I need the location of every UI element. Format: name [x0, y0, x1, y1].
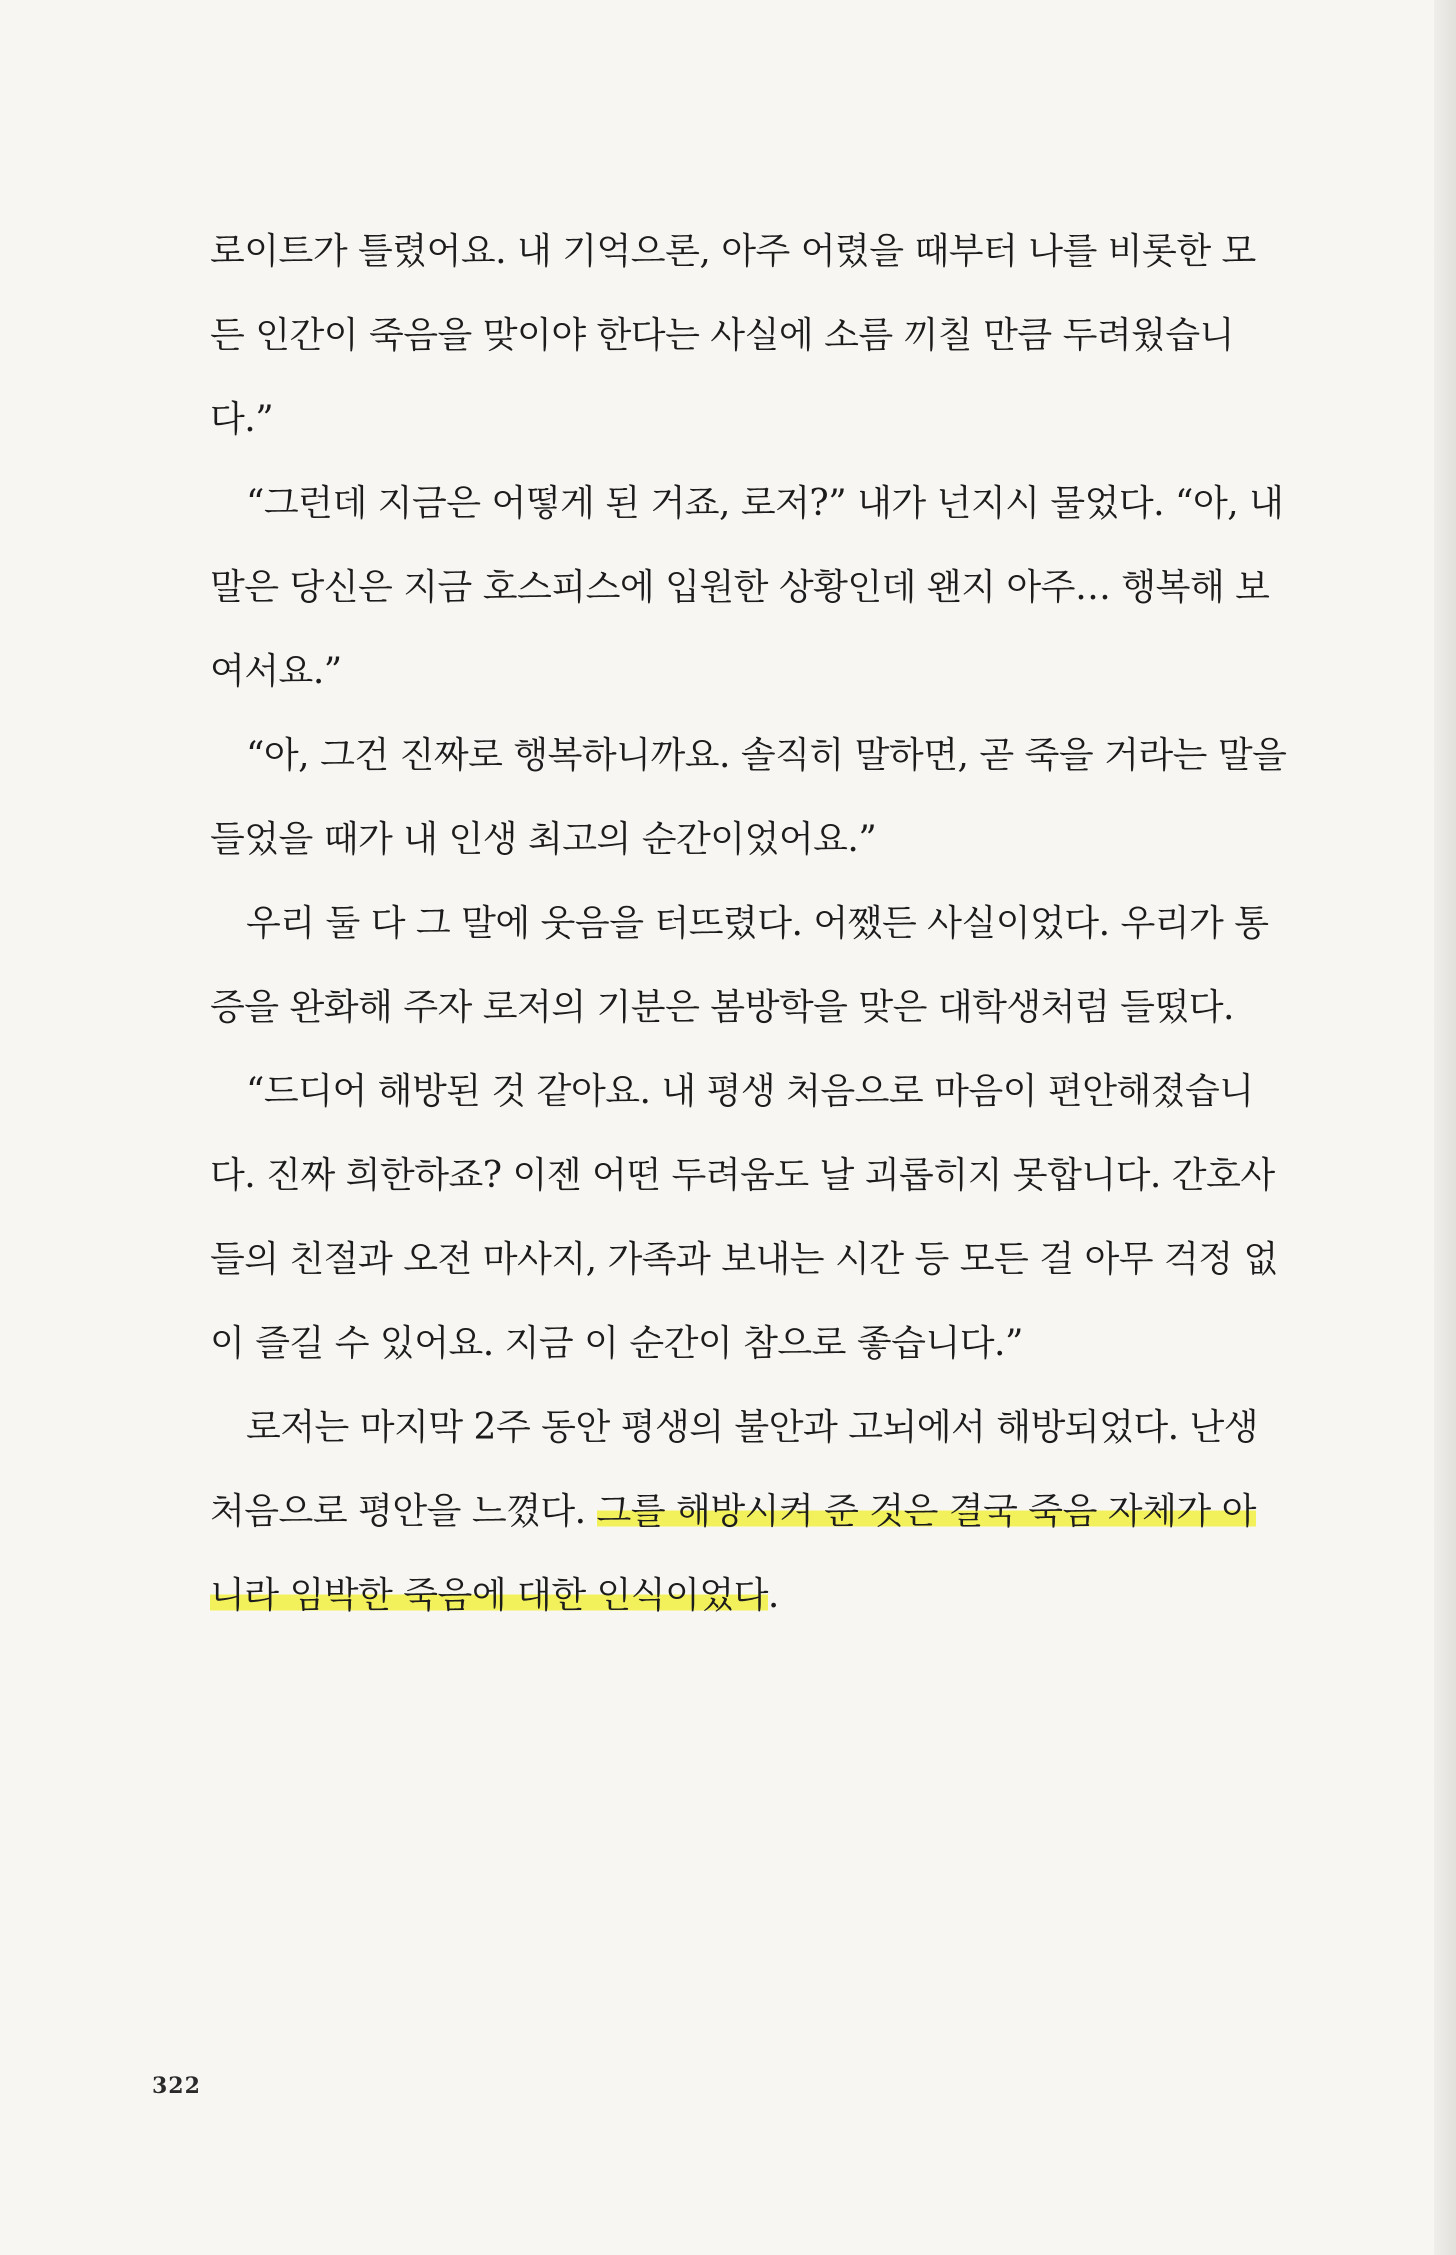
- text-line-6: 여서요.”: [210, 651, 342, 692]
- text-line-17-plain: .: [767, 1575, 779, 1616]
- page-number: 322: [152, 2073, 201, 2099]
- text-line-11: “드디어 해방된 것 같아요. 내 평생 처음으로 마음이 편안해졌습니: [246, 1071, 1254, 1112]
- text-line-13: 들의 친절과 오전 마사지, 가족과 보내는 시간 등 모든 걸 아무 걱정 없: [210, 1239, 1278, 1280]
- text-line-7: “아, 그건 진짜로 행복하니까요. 솔직히 말하면, 곧 죽을 거라는 말을: [246, 735, 1287, 776]
- text-line-17: [210, 1554, 1280, 1638]
- text-line-16-plain: 처음으로 평안을 느꼈다.: [210, 1491, 597, 1532]
- text-line-14: 이 즐길 수 있어요. 지금 이 순간이 참으로 좋습니다.”: [210, 1323, 1023, 1364]
- body-text: [210, 210, 1287, 1638]
- text-line-5: 말은 당신은 지금 호스피스에 입원한 상황인데 왠지 아주… 행복해 보: [210, 567, 1270, 608]
- text-line-8: 들었을 때가 내 인생 최고의 순간이었어요.”: [210, 819, 877, 860]
- text-line-10: 증을 완화해 주자 로저의 기분은 봄방학을 맞은 대학생처럼 들떴다.: [210, 987, 1234, 1028]
- highlighted-text: 그를 해방시켜 준 것은 결국 죽음 자체가 아: [596, 1491, 1256, 1532]
- text-line-3: 다.”: [210, 399, 274, 440]
- text-line-9: 우리 둘 다 그 말에 웃음을 터뜨렸다. 어쨌든 사실이었다. 우리가 통: [246, 903, 1269, 944]
- text-line-2: 든 인간이 죽음을 맞이야 한다는 사실에 소름 끼칠 만큼 두려웠습니: [210, 315, 1234, 356]
- text-line-15: 로저는 마지막 2주 동안 평생의 불안과 고뇌에서 해방되었다. 난생: [246, 1407, 1259, 1448]
- highlighted-text: 니라 임박한 죽음에 대한 인식이었다: [210, 1575, 768, 1616]
- text-line-16: [210, 1470, 1280, 1554]
- page-edge: [1434, 0, 1456, 2255]
- text-line-1: 로이트가 틀렸어요. 내 기억으론, 아주 어렸을 때부터 나를 비롯한 모: [210, 231, 1256, 272]
- text-line-12: 다. 진짜 희한하죠? 이젠 어떤 두려움도 날 괴롭히지 못합니다. 간호사: [210, 1155, 1275, 1196]
- text-line-4: “그런데 지금은 어떻게 된 거죠, 로저?” 내가 넌지시 물었다. “아, 내: [246, 483, 1284, 524]
